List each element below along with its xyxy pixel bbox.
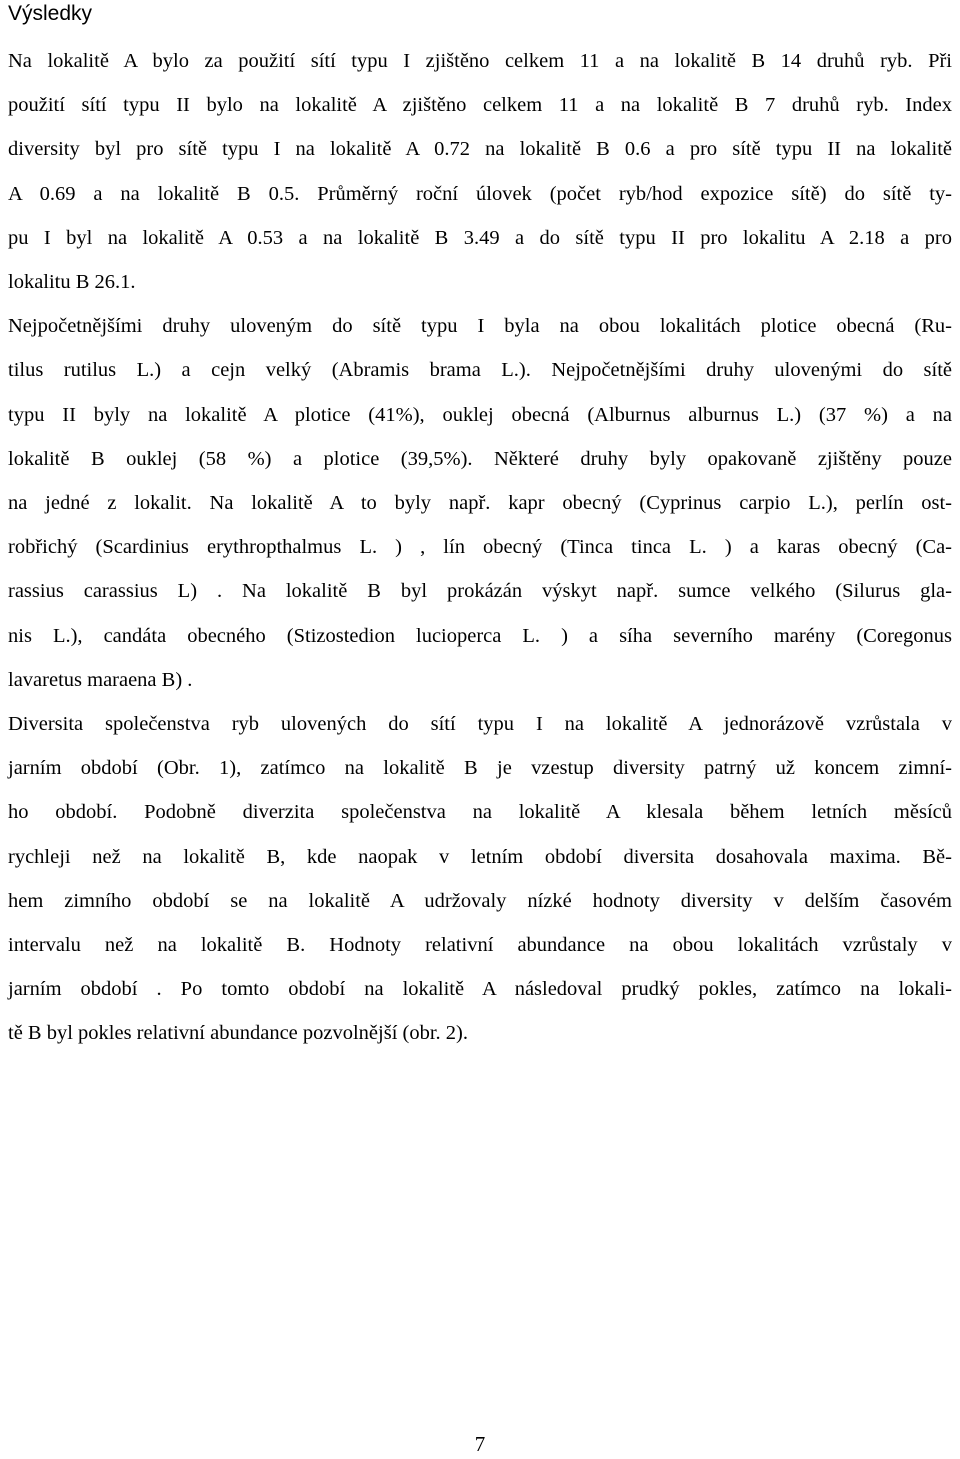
section-heading: Výsledky bbox=[8, 2, 93, 25]
page-number: 7 bbox=[474, 1432, 486, 1456]
text-line: rychleji než na lokalitě B, kde naopak v letním období diversita dosahovala maxima. Bě- bbox=[8, 845, 952, 868]
text-line: typu II byly na lokalitě A plotice (41%), ouklej obecná (Alburnus alburnus L.) (37 %) a na bbox=[8, 403, 952, 426]
text-line: pu I byl na lokalitě A 0.53 a na lokalitě B 3.49 a do sítě typu II pro lokalitu A 2.18 a pro bbox=[8, 226, 952, 249]
text-line: rassius carassius L) . Na lokalitě B byl prokázán výskyt např. sumce velkého (Silurus gla- bbox=[8, 580, 952, 603]
text-line: A 0.69 a na lokalitě B 0.5. Průměrný roční úlovek (počet ryb/hod expozice sítě) do sítě ty- bbox=[8, 182, 952, 205]
text-line: intervalu než na lokalitě B. Hodnoty relativní abundance na obou lokalitách vzrůstaly v bbox=[8, 934, 952, 957]
paragraph-3 bbox=[8, 702, 952, 1056]
text-line: lokalitě B ouklej (58 %) a plotice (39,5%). Některé druhy byly opakovaně zjištěny pouze bbox=[8, 447, 952, 470]
text-line: ho období. Podobně diverzita společenstva na lokalitě A klesala během letních měsíců bbox=[8, 801, 952, 824]
text-line: jarním období . Po tomto období na lokalitě A následoval prudký pokles, zatímco na lokali- bbox=[8, 978, 952, 1001]
text-line: tilus rutilus L.) a cejn velký (Abramis brama L.). Nejpočetnějšími druhy ulovenými do sítě bbox=[8, 359, 952, 382]
text-line: robřichý (Scardinius erythropthalmus L. ) , lín obecný (Tinca tinca L. ) a karas obecný (Ca- bbox=[8, 536, 952, 559]
text-line: Diversita společenstva ryb ulovených do sítí typu I na lokalitě A jednorázově vzrůstala v bbox=[8, 713, 952, 736]
text-line: použití sítí typu II bylo na lokalitě A zjištěno celkem 11 a na lokalitě B 7 druhů ryb. Index bbox=[8, 94, 952, 117]
text-line: Na lokalitě A bylo za použití sítí typu I zjištěno celkem 11 a na lokalitě B 14 druhů ryb. Při bbox=[8, 50, 952, 72]
text-line: jarním období (Obr. 1), zatímco na lokalitě B je vzestup diversity patrný už koncem zimní- bbox=[8, 757, 952, 780]
text-line: hem zimního období se na lokalitě A udržovaly nízké hodnoty diversity v delším časovém bbox=[8, 889, 952, 912]
text-line: diversity byl pro sítě typu I na lokalitě A 0.72 na lokalitě B 0.6 a pro sítě typu II na lokalitě bbox=[8, 138, 952, 161]
paragraph-2 bbox=[8, 304, 952, 702]
paragraph-1 bbox=[8, 39, 952, 304]
text-line: na jedné z lokalit. Na lokalitě A to byly např. kapr obecný (Cyprinus carpio L.), perlín ost- bbox=[8, 492, 952, 515]
text-line: tě B byl pokles relativní abundance pozvolnější (obr. 2). bbox=[8, 1022, 468, 1045]
document-page bbox=[8, 0, 952, 1056]
text-line: Nejpočetnějšími druhy uloveným do sítě typu I byla na obou lokalitách plotice obecná (Ru- bbox=[8, 315, 952, 338]
text-line: nis L.), candáta obecného (Stizostedion lucioperca L. ) a síha severního marény (Coregonus bbox=[8, 624, 952, 647]
text-line: lokalitu B 26.1. bbox=[8, 271, 136, 294]
text-line: lavaretus maraena B) . bbox=[8, 668, 193, 691]
